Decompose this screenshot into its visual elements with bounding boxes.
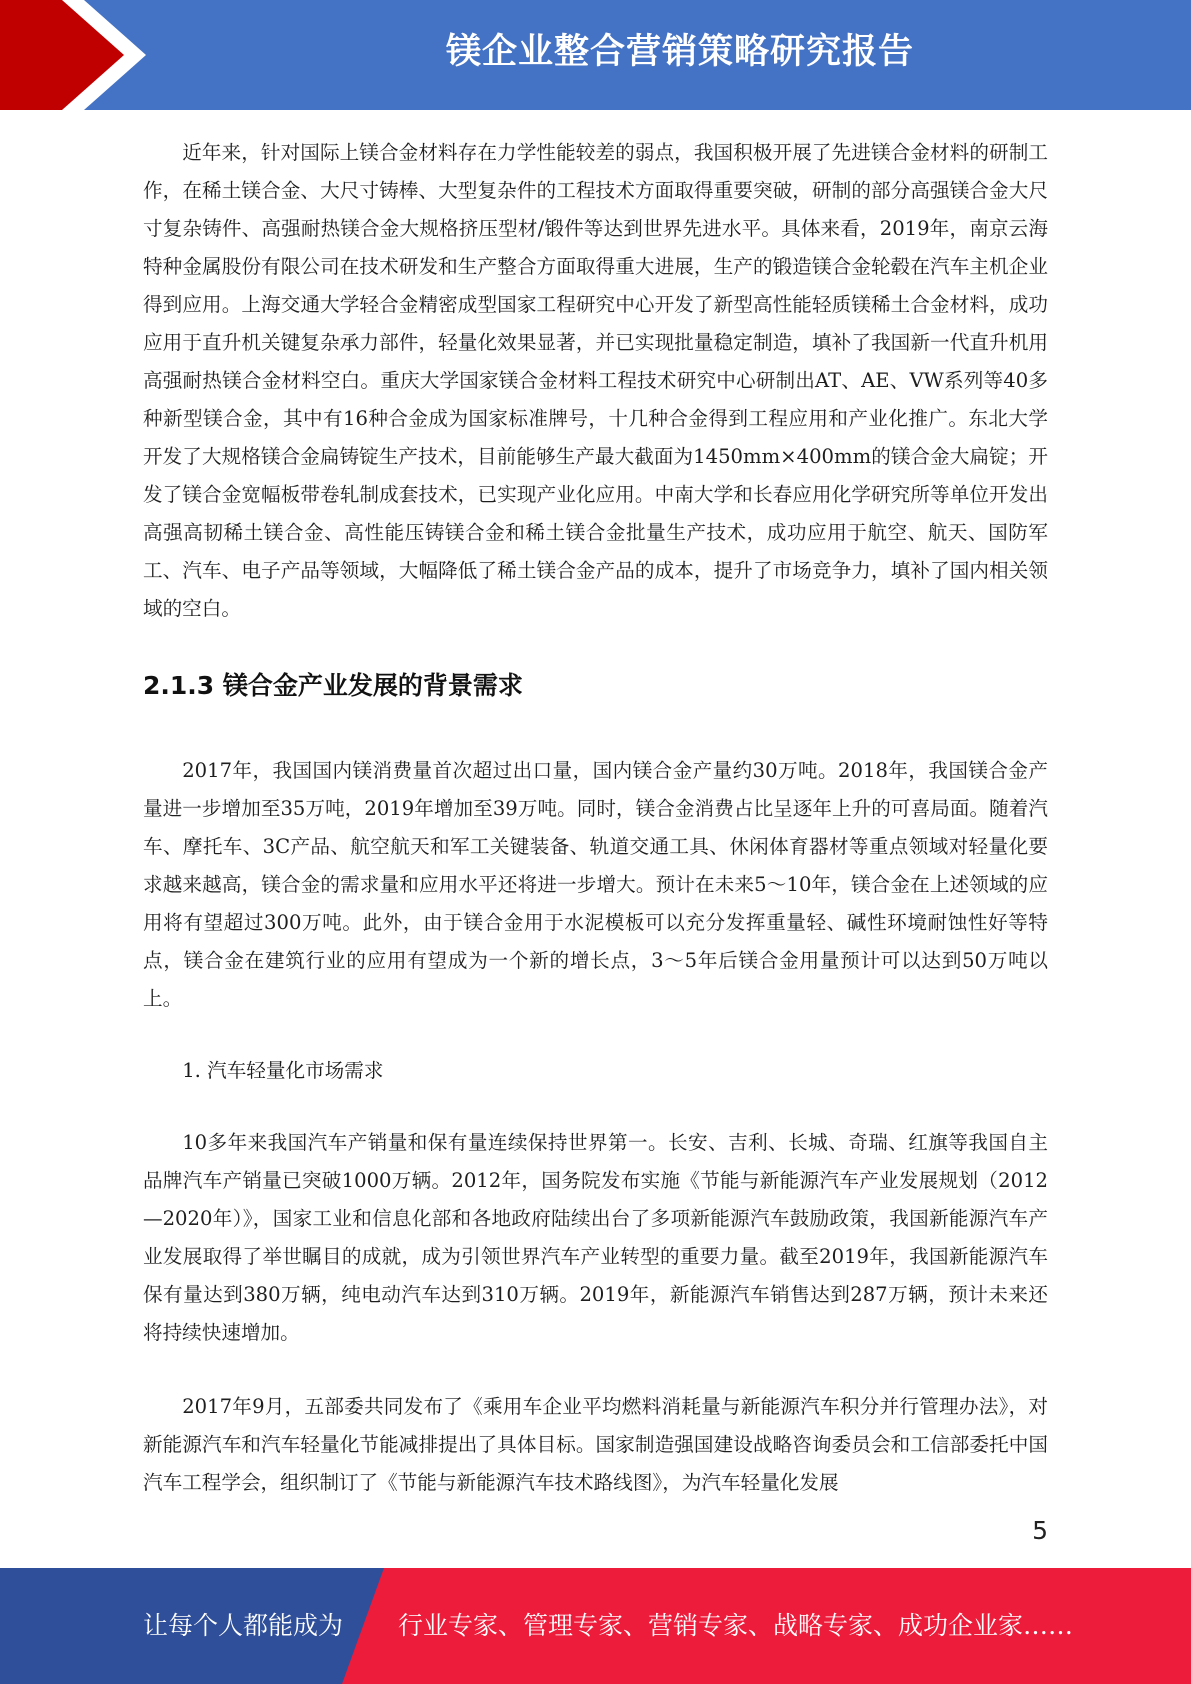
- page-number: 5: [1032, 1516, 1048, 1545]
- body-paragraph: 近年来，针对国际上镁合金材料存在力学性能较差的弱点，我国积极开展了先进镁合金材料的研制工作，在稀土镁合金、大尺寸铸棒、大型复杂件的工程技术方面取得重要突破，研制的部分高强镁合金大尺寸复杂铸件、高强耐热镁合金大规格挤压型材/锻件等达到世界先进水平。具体来看，2019年，南京云海特种金属股份有限公司在技术研发和生产整合方面取得重大进展，生产的锻造镁合金轮毂在汽车主机企业得到应用。上海交通大学轻合金精密成型国家工程研究中心开发了新型高性能轻质镁稀土合金材料，成功应用于直升机关键复杂承力部件，轻量化效果显著，并已实现批量稳定制造，填补了我国新一代直升机用高强耐热镁合金材料空白。重庆大学国家镁合金材料工程技术研究中心研制出AT、AE、VW系列等40多种新型镁合金，其中有16种合金成为国家标准牌号，十几种合金得到工程应用和产业化推广。东北大学开发了大规格镁合金扁铸锭生产技术，目前能够生产最大截面为1450mm×400mm的镁合金大扁锭；开发了镁合金宽幅板带卷轧制成套技术，已实现产业化应用。中南大学和长春应用化学研究所等单位开发出高强高韧稀土镁合金、高性能压铸镁合金和稀土镁合金批量生产技术，成功应用于航空、航天、国防军工、汽车、电子产品等领域，大幅降低了稀土镁合金产品的成本，提升了市场竞争力，填补了国内相关领域的空白。: [143, 141, 1048, 620]
- body-paragraph: 2017年，我国国内镁消费量首次超过出口量，国内镁合金产量约30万吨。2018年，我国镁合金产量进一步增加至35万吨，2019年增加至39万吨。同时，镁合金消费占比呈逐年上升的可喜局面。随着汽车、摩托车、3C产品、航空航天和军工关键装备、轨道交通工具、休闲体育器材等重点领域对轻量化要求越来越高，镁合金的需求量和应用水平还将进一步增大。预计在未来5～10年，镁合金在上述领域的应用将有望超过300万吨。此外，由于镁合金用于水泥模板可以充分发挥重量轻、碱性环境耐蚀性好等特点，镁合金在建筑行业的应用有望成为一个新的增长点，3～5年后镁合金用量预计可以达到50万吨以上。: [143, 759, 1048, 1010]
- body-paragraph: 10多年来我国汽车产销量和保有量连续保持世界第一。长安、吉利、长城、奇瑞、红旗等我国自主品牌汽车产销量已突破1000万辆。2012年，国务院发布实施《节能与新能源汽车产业发展规划（2012—2020年）》，国家工业和信息化部和各地政府陆续出台了多项新能源汽车鼓励政策，我国新能源汽车产业发展取得了举世瞩目的成就，成为引领世界汽车产业转型的重要力量。截至2019年，我国新能源汽车保有量达到380万辆，纯电动汽车达到310万辆。2019年，新能源汽车销售达到287万辆，预计未来还将持续快速增加。: [143, 1131, 1048, 1344]
- body-paragraph: 2017年9月，五部委共同发布了《乘用车企业平均燃料消耗量与新能源汽车积分并行管理办法》，对新能源汽车和汽车轻量化节能减排提出了具体目标。国家制造强国建设战略咨询委员会和工信部委托中国汽车工程学会，组织制订了《节能与新能源汽车技术路线图》，为汽车轻量化发展: [143, 1395, 1048, 1494]
- footer-slogan-left: 让每个人都能成为: [143, 1611, 344, 1640]
- page-footer: [0, 1568, 1191, 1684]
- sub-heading-item: 1. 汽车轻量化市场需求: [182, 1059, 384, 1082]
- footer-slogan-right: 行业专家、管理专家、营销专家、战略专家、成功企业家……: [398, 1611, 1074, 1640]
- page-header: [0, 0, 1191, 110]
- header-title: 镁企业整合营销策略研究报告: [445, 32, 914, 72]
- section-heading: 2.1.3 镁合金产业发展的背景需求: [143, 671, 523, 700]
- header-arrow-decoration: [0, 0, 150, 110]
- main-content: [143, 134, 1048, 1502]
